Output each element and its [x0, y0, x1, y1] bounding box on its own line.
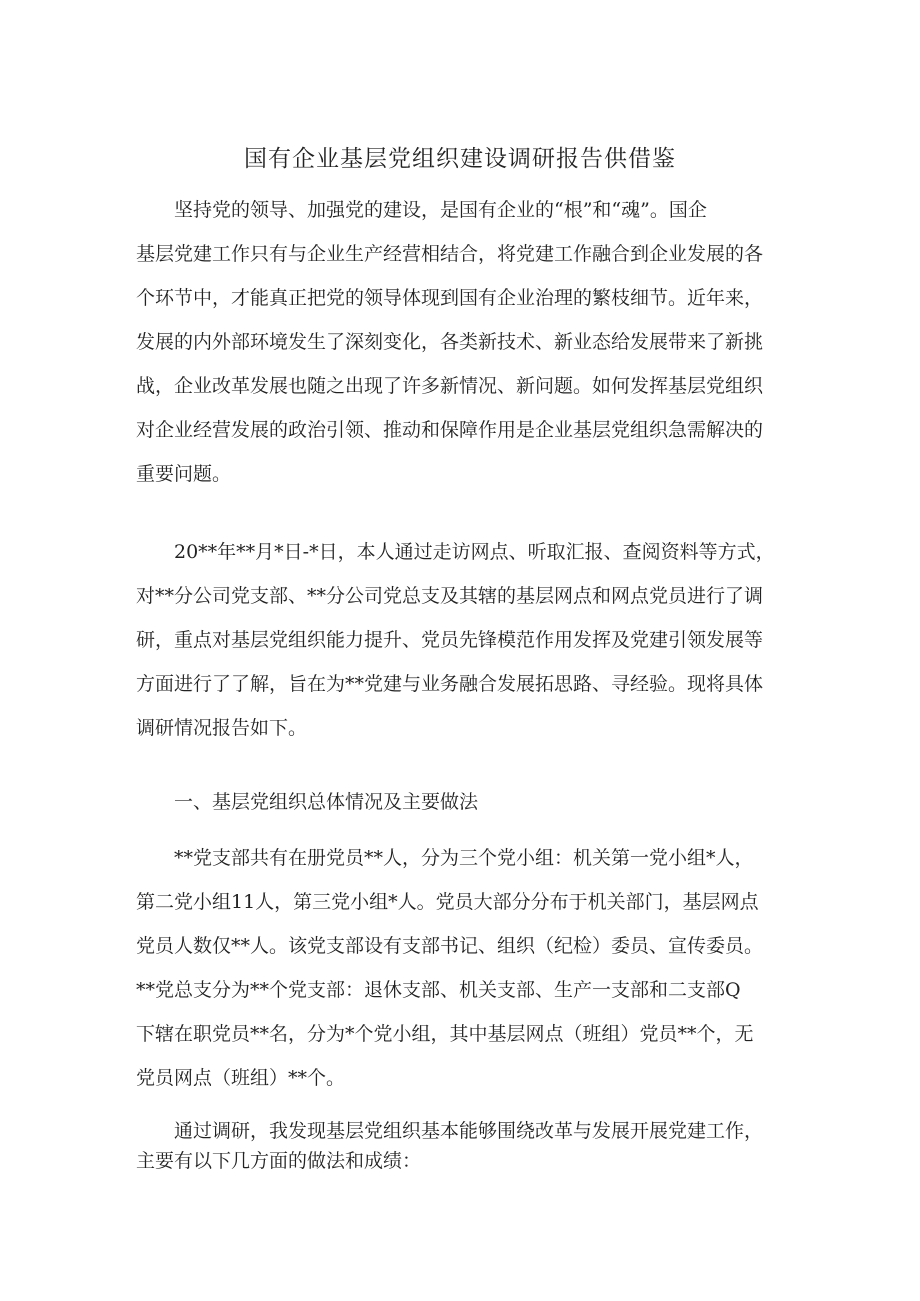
text-line: 个环节中，才能真正把党的领导体现到国有企业治理的繁枝细节。近年来， — [136, 287, 764, 309]
text-line: 研，重点对基层党组织能力提升、党员先锋模范作用发挥及党建引领发展等 — [136, 629, 764, 651]
text-line: 下辖在职党员**名，分为*个党小组，其中基层网点（班组）党员**个，无 — [136, 1023, 754, 1045]
text-line: 坚持党的领导、加强党的建设，是国有企业的“根”和“魂”。国企 — [136, 199, 707, 221]
text-line: 党员网点（班组）**个。 — [136, 1067, 346, 1089]
text-line: 战，企业改革发展也随之出现了许多新情况、新问题。如何发挥基层党组织 — [136, 375, 764, 397]
paragraph-intro — [136, 188, 796, 496]
paragraph-survey — [136, 530, 796, 750]
text-line: 调研情况报告如下。 — [136, 717, 308, 739]
paragraph-overview — [136, 836, 796, 1100]
text-line: 通过调研，我发现基层党组织基本能够围绕改革与发展开展党建工作， — [136, 1120, 764, 1142]
text-line: 主要有以下几方面的做法和成绩： — [136, 1150, 422, 1172]
text-line: 党员人数仅**人。该党支部设有支部书记、组织（纪检）委员、宣传委员。 — [136, 935, 764, 957]
text-line: 第二党小组11人，第三党小组*人。党员大部分分布于机关部门，基层网点 — [136, 891, 759, 913]
text-line: 对**分公司党支部、**分公司党总支及其辖的基层网点和网点党员进行了调 — [136, 585, 764, 607]
text-line: 方面进行了了解，旨在为**党建与业务融合发展拓思路、寻经验。现将具体 — [136, 673, 764, 695]
text-line: 基层党建工作只有与企业生产经营相结合，将党建工作融合到企业发展的各 — [136, 243, 764, 265]
section-heading — [136, 780, 796, 824]
text-line: 20**年**月*日-*日，本人通过走访网点、听取汇报、查阅资料等方式， — [136, 541, 775, 563]
text-line: **党支部共有在册党员**人，分为三个党小组：机关第一党小组*人， — [136, 847, 754, 869]
text-line: **党总支分为**个党支部：退休支部、机关支部、生产一支部和二支部Q — [136, 979, 741, 1001]
heading-line: 一、基层党组织总体情况及主要做法 — [136, 791, 479, 813]
text-line: 对企业经营发展的政治引领、推动和保障作用是企业基层党组织急需解决的 — [136, 419, 764, 441]
text-line: 发展的内外部环境发生了深刻变化，各类新技术、新业态给发展带来了新挑 — [136, 331, 764, 353]
document-title: 国有企业基层党组织建设调研报告供借鉴 — [244, 146, 676, 172]
text-line: 重要问题。 — [136, 463, 232, 485]
paragraph-findings — [136, 1116, 796, 1176]
